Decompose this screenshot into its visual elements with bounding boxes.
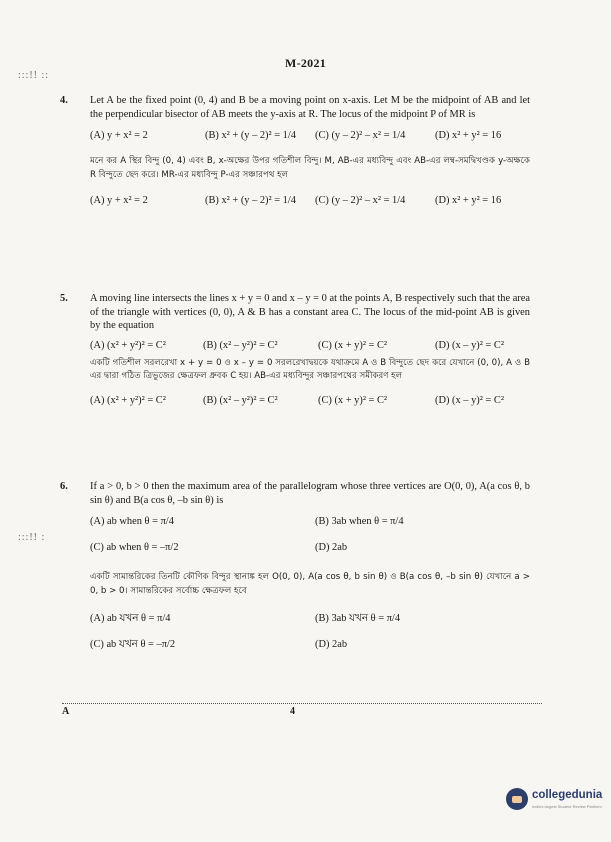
- question-6: [60, 480, 530, 660]
- option-b[interactable]: (B) (x² – y²)² = C²: [203, 339, 278, 351]
- option-c[interactable]: (C) ab when θ = –π/2: [90, 542, 179, 554]
- paper-code: M-2021: [284, 56, 327, 70]
- option-d[interactable]: (D) 2ab: [315, 639, 348, 651]
- option-a[interactable]: (A) y + x² = 2: [90, 130, 148, 142]
- question-text-bengali: একটি গতিশীল সরলরেখা x + y = 0 ও x – y = 0 সরলরেখাদ্বয়কে যথাক্রমে A ও B বিন্দুতে ছেদ করে যেখানে (0, 0), A ও B এর দ্বারা গঠিত ত্রিভুজের ক্ষেত্রফল ধ্রুবক C হয়। AB-এর মধ্যবিন্দুর সঞ্চারপথের সমীকরণ হল: [90, 357, 530, 382]
- question-number: 5.: [60, 293, 68, 304]
- option-d[interactable]: (D) x² + y² = 16: [435, 195, 502, 207]
- question-text-english: A moving line intersects the lines x + y = 0 and x – y = 0 at the points A, B respectively such that the area of the triangle with vertices (0, 0), A & B has a constant area C. The locus of the mid-point AB is given by the equation: [90, 293, 530, 332]
- question-number: 6.: [60, 481, 68, 492]
- footer-divider: [62, 703, 542, 704]
- margin-mark: :::!! :: [18, 532, 46, 543]
- option-b[interactable]: (B) x² + (y – 2)² = 1/4: [205, 130, 296, 142]
- collegedunia-logo: [506, 784, 606, 828]
- options-bengali-row1: [90, 612, 530, 638]
- page-number: 4: [290, 706, 295, 717]
- question-text-bengali: একটি সামান্তরিকের তিনটি কৌণিক বিন্দুর স্থানাঙ্ক হল O(0, 0), A(a cos θ, b sin θ) ও B(a cos θ, –b sin θ) যেখানে a > 0, b > 0। সামান্তরিকের সর্বোচ্চ ক্ষেত্রফল হবে: [90, 572, 530, 596]
- options-bengali: [90, 194, 530, 210]
- options-english-row2: [90, 541, 530, 563]
- option-a[interactable]: (A) y + x² = 2: [90, 195, 148, 207]
- question-5: [60, 292, 530, 410]
- option-d[interactable]: (D) 2ab: [315, 542, 348, 554]
- question-text-bengali: মনে কর A স্থির বিন্দু (0, 4) এবং B, x-অক্ষের উপর গতিশীল বিন্দু। M, AB-এর মধ্যবিন্দু এবং AB-এর লম্ব-সমদ্বিখণ্ডক y-অক্ষকে R বিন্দুতে ছেদ করে। MR-এর মধ্যবিন্দু P-এর সঞ্চারপথ হল: [90, 156, 530, 180]
- options-english: [90, 339, 530, 355]
- option-a[interactable]: (A) ab when θ = π/4: [90, 516, 174, 528]
- option-c[interactable]: (C) (x + y)² = C²: [318, 339, 388, 351]
- margin-mark: :::!! ::: [18, 70, 50, 81]
- options-english: [90, 129, 530, 145]
- option-b[interactable]: (B) x² + (y – 2)² = 1/4: [205, 195, 296, 207]
- options-bengali-row2: [90, 638, 530, 660]
- option-a[interactable]: (A) (x² + y²)² = C²: [90, 394, 166, 406]
- mascot-icon: [506, 788, 528, 810]
- option-c[interactable]: (C) (x + y)² = C²: [318, 394, 388, 406]
- option-a[interactable]: (A) (x² + y²)² = C²: [90, 339, 166, 351]
- option-b[interactable]: (B) 3ab যখন θ = π/4: [315, 613, 401, 625]
- option-d[interactable]: (D) (x – y)² = C²: [435, 339, 504, 351]
- question-number: 4.: [60, 95, 68, 106]
- question-text-english: If a > 0, b > 0 then the maximum area of the parallelogram whose three vertices are O(0, 0), A(a cos θ, b sin θ) and B(a cos θ, –b sin θ) is: [90, 481, 530, 506]
- question-4: [60, 94, 530, 210]
- logo-tagline: India's largest Student Review Platform: [532, 804, 602, 809]
- series-label: A: [62, 706, 70, 717]
- option-d[interactable]: (D) x² + y² = 16: [435, 130, 502, 142]
- option-b[interactable]: (B) (x² – y²)² = C²: [203, 394, 278, 406]
- option-c[interactable]: (C) (y – 2)² – x² = 1/4: [315, 195, 406, 207]
- option-c[interactable]: (C) ab যখন θ = –π/2: [90, 639, 176, 651]
- option-d[interactable]: (D) (x – y)² = C²: [435, 394, 504, 406]
- option-a[interactable]: (A) ab যখন θ = π/4: [90, 613, 171, 625]
- question-text-english: Let A be the fixed point (0, 4) and B be a moving point on x-axis. Let M be the midpoint of AB and let the perpendicular bisector of AB meets the y-axis at R. The locus of the midpoint P of MR is: [90, 95, 530, 120]
- options-bengali: [90, 394, 530, 410]
- logo-name: collegedunia: [532, 789, 603, 801]
- option-c[interactable]: (C) (y – 2)² – x² = 1/4: [315, 130, 406, 142]
- option-b[interactable]: (B) 3ab when θ = π/4: [315, 516, 404, 528]
- options-english-row1: [90, 515, 530, 541]
